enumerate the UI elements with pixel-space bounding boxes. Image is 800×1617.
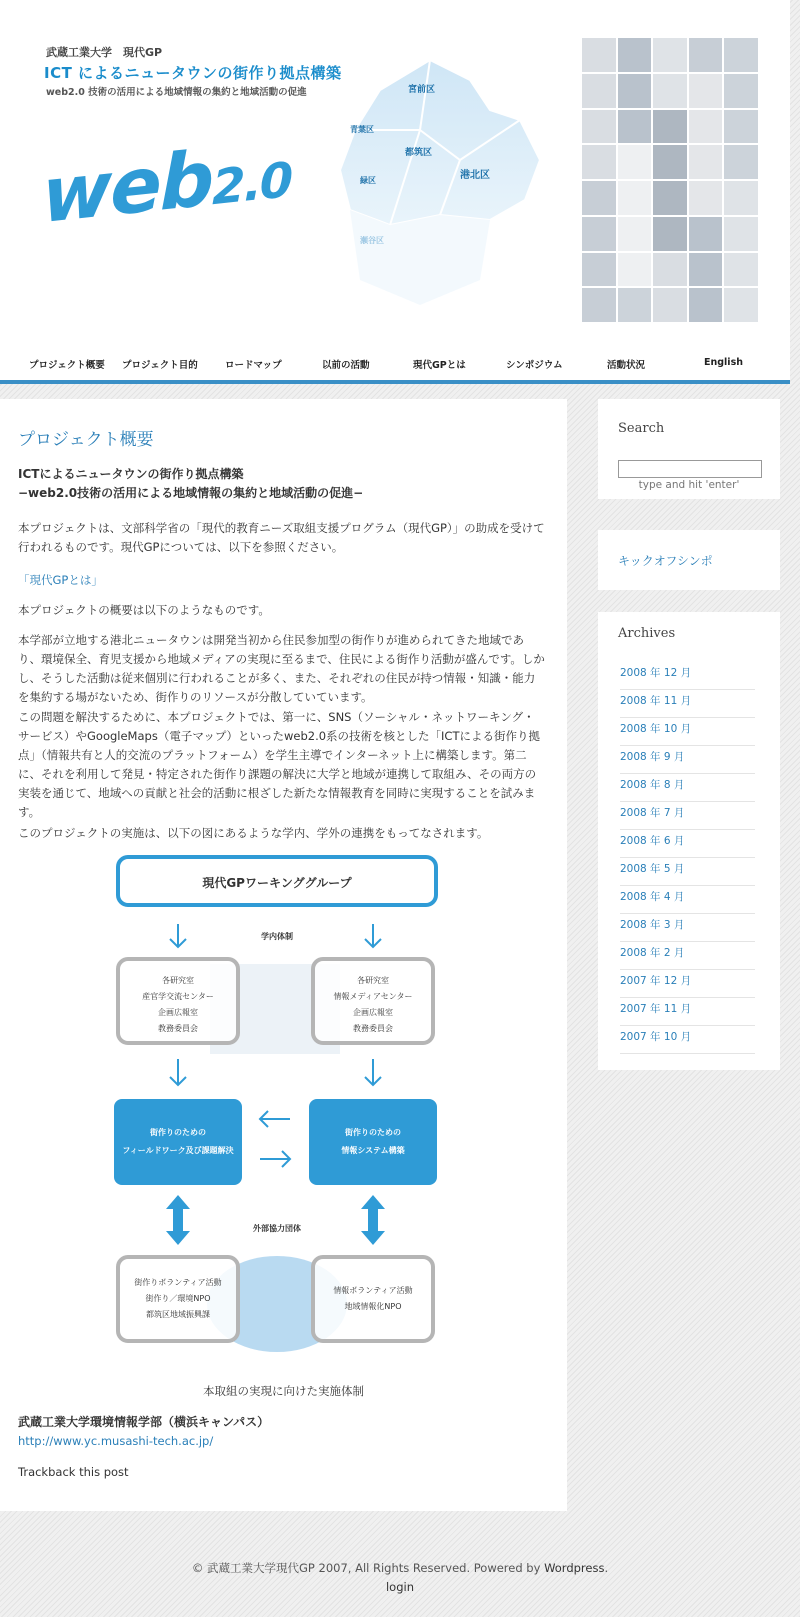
archive-link[interactable]: 2008 年 5 月: [620, 858, 755, 886]
photo-tile: [724, 38, 758, 72]
photo-tile: [689, 217, 723, 251]
photo-tile: [653, 217, 687, 251]
diagram-text: 企画広報室: [353, 1008, 393, 1017]
ward-map-graphic: [320, 50, 560, 320]
gp-link[interactable]: 「現代GPとは」: [18, 573, 103, 587]
trackback-link[interactable]: Trackback this post: [18, 1465, 129, 1479]
archive-link[interactable]: 2007 年 11 月: [620, 998, 755, 1026]
search-input[interactable]: [618, 460, 762, 478]
photo-tile: [653, 181, 687, 215]
diagram-text: 情報メディアセンター: [333, 992, 413, 1001]
nav-item-gp[interactable]: 現代GPとは: [413, 360, 466, 371]
diagram-text: 街作り／環境NPO: [145, 1294, 211, 1303]
ward-label: 緑区: [360, 176, 376, 185]
archive-link[interactable]: 2008 年 4 月: [620, 886, 755, 914]
kickoff-link[interactable]: キックオフシンポ: [618, 554, 713, 568]
school-url-link[interactable]: http://www.yc.musashi-tech.ac.jp/: [18, 1434, 214, 1448]
photo-tile: [653, 74, 687, 108]
photo-tile: [689, 38, 723, 72]
archive-link[interactable]: 2008 年 7 月: [620, 802, 755, 830]
ward-label: 港北区: [460, 170, 490, 181]
nav-item-roadmap[interactable]: ロードマップ: [225, 360, 282, 371]
diagram-internal-label: 学内体制: [261, 932, 293, 941]
photo-tile: [582, 38, 616, 72]
photo-tile: [582, 145, 616, 179]
post-paragraph-1: 本プロジェクトは、文部科学省の「現代的教育ニーズ取組支援プログラム（現代GP）」の助成を受けて行われるものです。現代GPについては、以下を参照ください。: [18, 521, 545, 554]
photo-tile: [724, 288, 758, 322]
archive-link[interactable]: 2008 年 3 月: [620, 914, 755, 942]
nav-item-purpose[interactable]: プロジェクト目的: [122, 360, 198, 371]
post-heading-line2: −web2.0技術の活用による地域情報の集約と地域活動の促進−: [18, 486, 364, 500]
archive-link[interactable]: 2008 年 10 月: [620, 718, 755, 746]
ward-label: 宮前区: [408, 85, 436, 95]
photo-tile: [689, 253, 723, 287]
archive-link[interactable]: 2007 年 10 月: [620, 1026, 755, 1054]
header-university: 武蔵工業大学 現代GP: [46, 46, 163, 59]
photo-tile: [618, 288, 652, 322]
nav-item-symposium[interactable]: シンポジウム: [506, 360, 563, 371]
photo-tile: [689, 110, 723, 144]
kickoff-widget: [598, 530, 780, 590]
photo-tile: [653, 38, 687, 72]
diagram-text: 地域情報化NPO: [344, 1302, 402, 1311]
archive-link[interactable]: 2008 年 2 月: [620, 942, 755, 970]
search-hint: type and hit 'enter': [638, 479, 740, 491]
diagram-text: 都筑区地域振興課: [146, 1310, 210, 1319]
archive-link[interactable]: 2008 年 9 月: [620, 746, 755, 774]
diagram-text: 街作りのための: [150, 1128, 206, 1137]
wordpress-link[interactable]: Wordpress: [544, 1561, 605, 1575]
photo-tile: [653, 145, 687, 179]
nav-item-english[interactable]: English: [704, 357, 743, 368]
photo-tile: [689, 181, 723, 215]
nav-item-overview[interactable]: プロジェクト概要: [29, 360, 105, 371]
diagram-text: 教務委員会: [158, 1024, 198, 1033]
header-subtitle: web2.0 技術の活用による地域情報の集約と地域活動の促進: [46, 87, 307, 98]
ward-label: 青葉区: [350, 125, 374, 134]
diagram-text: 情報システム構築: [341, 1146, 405, 1155]
photo-tile: [653, 288, 687, 322]
diagram-text: 街作りボランティア活動: [134, 1278, 222, 1287]
archive-link[interactable]: 2008 年 11 月: [620, 690, 755, 718]
photo-tile: [618, 110, 652, 144]
post-paragraph-2: 本プロジェクトの概要は以下のようなものです。: [18, 603, 270, 617]
archive-link[interactable]: 2008 年 12 月: [620, 662, 755, 690]
photo-tile: [618, 217, 652, 251]
photo-tile: [618, 181, 652, 215]
nav-underline: [0, 380, 790, 384]
photo-tile: [724, 253, 758, 287]
archive-link[interactable]: 2007 年 12 月: [620, 970, 755, 998]
archive-link[interactable]: 2008 年 6 月: [620, 830, 755, 858]
post-title[interactable]: プロジェクト概要: [18, 430, 154, 450]
photo-tile: [618, 253, 652, 287]
photo-tile: [582, 253, 616, 287]
photo-tile: [689, 145, 723, 179]
photo-collage: [582, 38, 758, 322]
photo-tile: [653, 253, 687, 287]
organization-diagram: [110, 849, 460, 1369]
diagram-text: 各研究室: [162, 976, 194, 985]
diagram-text: フィールドワーク及び課題解決: [122, 1146, 234, 1155]
site-header: [0, 0, 790, 383]
logo-text: web: [42, 133, 213, 241]
photo-tile: [724, 110, 758, 144]
copyright-text: © 武蔵工業大学現代GP 2007, All Rights Reserved. Powered by: [191, 1561, 545, 1575]
photo-tile: [724, 145, 758, 179]
photo-tile: [582, 181, 616, 215]
photo-tile: [618, 38, 652, 72]
diagram-caption: 本取組の実現に向けた実施体制: [203, 1384, 364, 1398]
photo-tile: [582, 110, 616, 144]
diagram-text: 教務委員会: [353, 1024, 393, 1033]
logo-version: 2.0: [212, 151, 292, 217]
web20-logo: [42, 125, 291, 240]
double-arrow-icon: [166, 1195, 385, 1245]
post-paragraph-4: この問題を解決するために、本プロジェクトでは、第一に、SNS（ソーシャル・ネットワーキング・サービス）やGoogleMaps（電子マップ）といったweb2.0系の技術を核とした「ICTによる街作り拠点」（情報共有と人的交流のプラットフォーム）を学生主導でインターネット上に構築します。第二に、それを利用して発見・特定された街作り課題の解決に大学と地域が連携して取組み、その両方の実装を通じて、地域への貢献と社会的活動に根ざした新たな情報教育を同時に実現することを試みます。: [18, 710, 540, 819]
photo-tile: [582, 288, 616, 322]
diagram-external-right-box: [313, 1257, 433, 1341]
diagram-text: 各研究室: [357, 976, 389, 985]
diagram-text: 産官学交流センター: [142, 992, 214, 1001]
header-title[interactable]: ICT によるニュータウンの街作り拠点構築: [44, 64, 342, 82]
photo-tile: [724, 74, 758, 108]
post-content: [0, 399, 567, 1511]
photo-tile: [689, 74, 723, 108]
archives-title: Archives: [618, 626, 676, 641]
diagram-external-label: 外部協力団体: [253, 1224, 301, 1233]
diagram-system-box: [309, 1099, 437, 1185]
post-paragraph-3: 本学部が立地する港北ニュータウンは開発当初から住民参加型の街作りが進められてきた地域であり、環境保全、育児支援から地域メディアの実現に至るまで、住民による街作り活動が盛んです。しかし、そうした活動は従来個別に行われることが多く、また、それぞれの住民が持つ情報・知識・能力を集約する場がないため、街作りのリソースが分散していています。: [18, 633, 545, 704]
diagram-top-box-label: 現代GPワーキンググループ: [202, 876, 352, 890]
nav-item-previous[interactable]: 以前の活動: [322, 360, 370, 371]
footer-period: .: [604, 1561, 609, 1575]
footer-copyright: [0, 1560, 800, 1576]
diagram-text: 情報ボランティア活動: [333, 1286, 413, 1295]
photo-tile: [618, 74, 652, 108]
photo-tile: [582, 217, 616, 251]
arrow-horizontal-icon: [260, 1111, 290, 1167]
archive-link[interactable]: 2008 年 8 月: [620, 774, 755, 802]
main-nav: [0, 351, 790, 375]
nav-item-status[interactable]: 活動状況: [607, 360, 646, 371]
archives-list: [620, 662, 755, 1054]
photo-tile: [724, 217, 758, 251]
post-paragraph-5: このプロジェクトの実施は、以下の図にあるような学内、学外の連携をもってなされます。: [18, 826, 489, 840]
diagram-fieldwork-box: [114, 1099, 242, 1185]
login-link[interactable]: login: [385, 1580, 414, 1594]
photo-tile: [724, 181, 758, 215]
archives-widget: [598, 612, 780, 1070]
search-widget: [598, 399, 780, 499]
ward-label: 都筑区: [405, 148, 433, 158]
post-heading-line1: ICTによるニュータウンの街作り拠点構築: [18, 467, 244, 481]
photo-tile: [653, 110, 687, 144]
school-name: 武蔵工業大学環境情報学部（横浜キャンパス）: [18, 1415, 270, 1429]
diagram-text: 街作りのための: [345, 1128, 401, 1137]
ward-label: 瀬谷区: [360, 236, 384, 245]
diagram-text: 企画広報室: [158, 1008, 198, 1017]
photo-tile: [689, 288, 723, 322]
photo-tile: [582, 74, 616, 108]
search-title: Search: [618, 421, 665, 436]
photo-tile: [618, 145, 652, 179]
